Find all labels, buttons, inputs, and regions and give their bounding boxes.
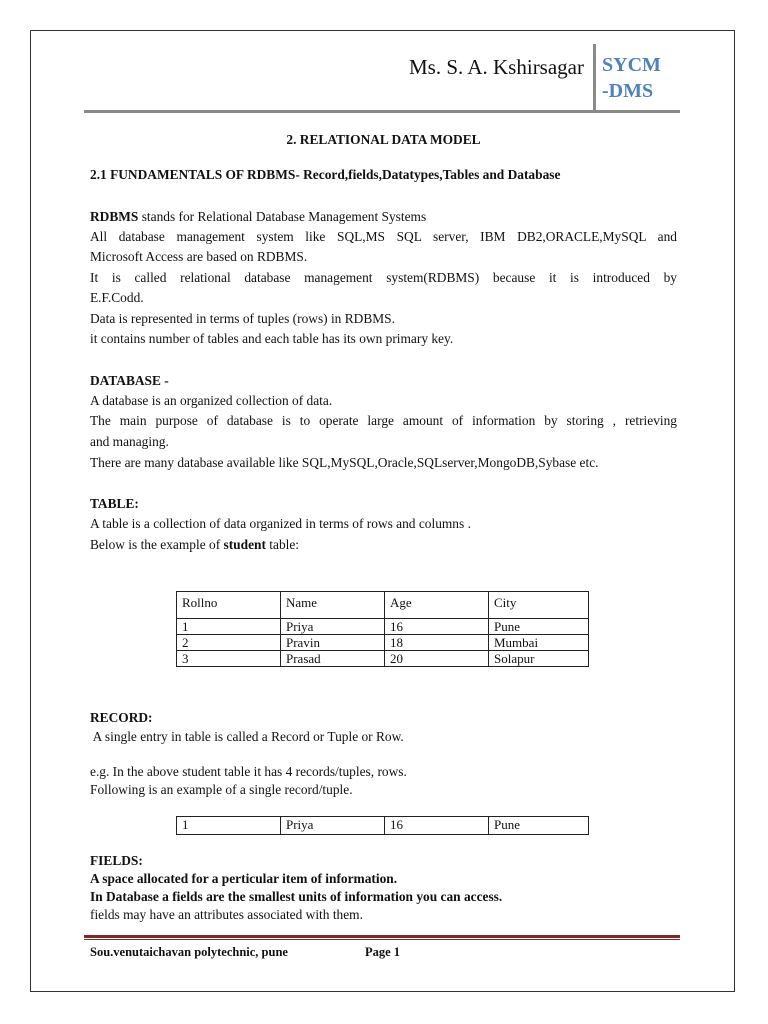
header-separator	[593, 44, 596, 112]
table-cell: Pravin	[281, 635, 385, 651]
footer-rule-thick	[84, 935, 680, 938]
rdbms-line-4: It is called relational database management system(RDBMS) because it is introduced by	[90, 270, 677, 285]
table-cell: Prasad	[281, 651, 385, 667]
student-table-header-cell: Rollno	[177, 592, 281, 619]
section-title: 2.1 FUNDAMENTALS OF RDBMS- Record,fields,Datatypes,Tables and Database	[90, 167, 561, 182]
table-line-1: A table is a collection of data organized in terms of rows and columns .	[90, 516, 471, 531]
table-cell: Mumbai	[489, 635, 589, 651]
student-table-header-cell: City	[489, 592, 589, 619]
single-record-table	[176, 816, 589, 835]
fields-line-3: fields may have an attributes associated with them.	[90, 907, 363, 922]
table-row	[177, 817, 589, 835]
table-line-2-suffix: table:	[265, 537, 300, 552]
table-heading: TABLE:	[90, 496, 139, 511]
footer-page-number: Page 1	[365, 945, 401, 959]
student-table	[176, 591, 589, 667]
table-cell: 3	[177, 651, 281, 667]
table-cell: 2	[177, 635, 281, 651]
rdbms-line-7: it contains number of tables and each table has its own primary key.	[90, 331, 454, 346]
table-line-2	[90, 535, 677, 555]
chapter-title: 2. RELATIONAL DATA MODEL	[286, 132, 481, 147]
footer-rule-thin	[84, 939, 680, 940]
table-cell: Priya	[281, 817, 385, 835]
table-row	[177, 635, 589, 651]
table-row	[177, 619, 589, 635]
table-cell: 16	[385, 817, 489, 835]
record-line-2: e.g. In the above student table it has 4 records/tuples, rows.	[90, 764, 407, 779]
rdbms-line-3: Microsoft Access are based on RDBMS.	[90, 249, 308, 264]
database-line-2: The main purpose of database is to operate large amount of information by storing , retrieving	[90, 413, 677, 428]
rdbms-line-6: Data is represented in terms of tuples (rows) in RDBMS.	[90, 311, 395, 326]
record-heading: RECORD:	[90, 710, 153, 725]
database-heading: DATABASE -	[90, 373, 169, 388]
fields-line-2: In Database a fields are the smallest units of information you can access.	[90, 889, 503, 904]
record-line-3: Following is an example of a single record/tuple.	[90, 782, 353, 797]
rdbms-line-2: All database management system like SQL,MS SQL server, IBM DB2,ORACLE,MySQL and	[90, 229, 677, 244]
course-code-line1: SYCM	[602, 54, 661, 76]
table-cell: Solapur	[489, 651, 589, 667]
table-cell: 18	[385, 635, 489, 651]
table-cell: 16	[385, 619, 489, 635]
page-header	[84, 44, 680, 112]
table-cell: Pune	[489, 817, 589, 835]
header-rule	[84, 110, 680, 113]
student-table-header-cell: Age	[385, 592, 489, 619]
table-cell: Priya	[281, 619, 385, 635]
author-name: Ms. S. A. Kshirsagar	[408, 55, 584, 79]
student-table-header-cell: Name	[281, 592, 385, 619]
footer-institute: Sou.venutaichavan polytechnic, pune	[90, 945, 288, 959]
table-cell: 1	[177, 817, 281, 835]
table-cell: 20	[385, 651, 489, 667]
rdbms-definition	[90, 207, 677, 227]
fields-heading: FIELDS:	[90, 853, 143, 868]
table-row	[177, 651, 589, 667]
rdbms-line-5: E.F.Codd.	[90, 290, 144, 305]
rdbms-term: RDBMS	[90, 209, 139, 224]
table-line-2-prefix: Below is the example of	[90, 537, 224, 552]
student-table-header-row	[177, 592, 589, 619]
rdbms-definition-rest: stands for Relational Database Management Systems	[138, 209, 427, 224]
course-code-line2: -DMS	[602, 80, 654, 102]
fields-line-1: A space allocated for a perticular item of information.	[90, 871, 398, 886]
table-cell: 1	[177, 619, 281, 635]
course-code	[602, 52, 661, 104]
record-line-1: A single entry in table is called a Record or Tuple or Row.	[90, 729, 404, 744]
database-line-4: There are many database available like SQL,MySQL,Oracle,SQLserver,MongoDB,Sybase etc.	[90, 455, 599, 470]
database-line-1: A database is an organized collection of data.	[90, 393, 333, 408]
database-line-3: and managing.	[90, 434, 169, 449]
table-cell: Pune	[489, 619, 589, 635]
table-line-2-bold: student	[223, 537, 266, 552]
